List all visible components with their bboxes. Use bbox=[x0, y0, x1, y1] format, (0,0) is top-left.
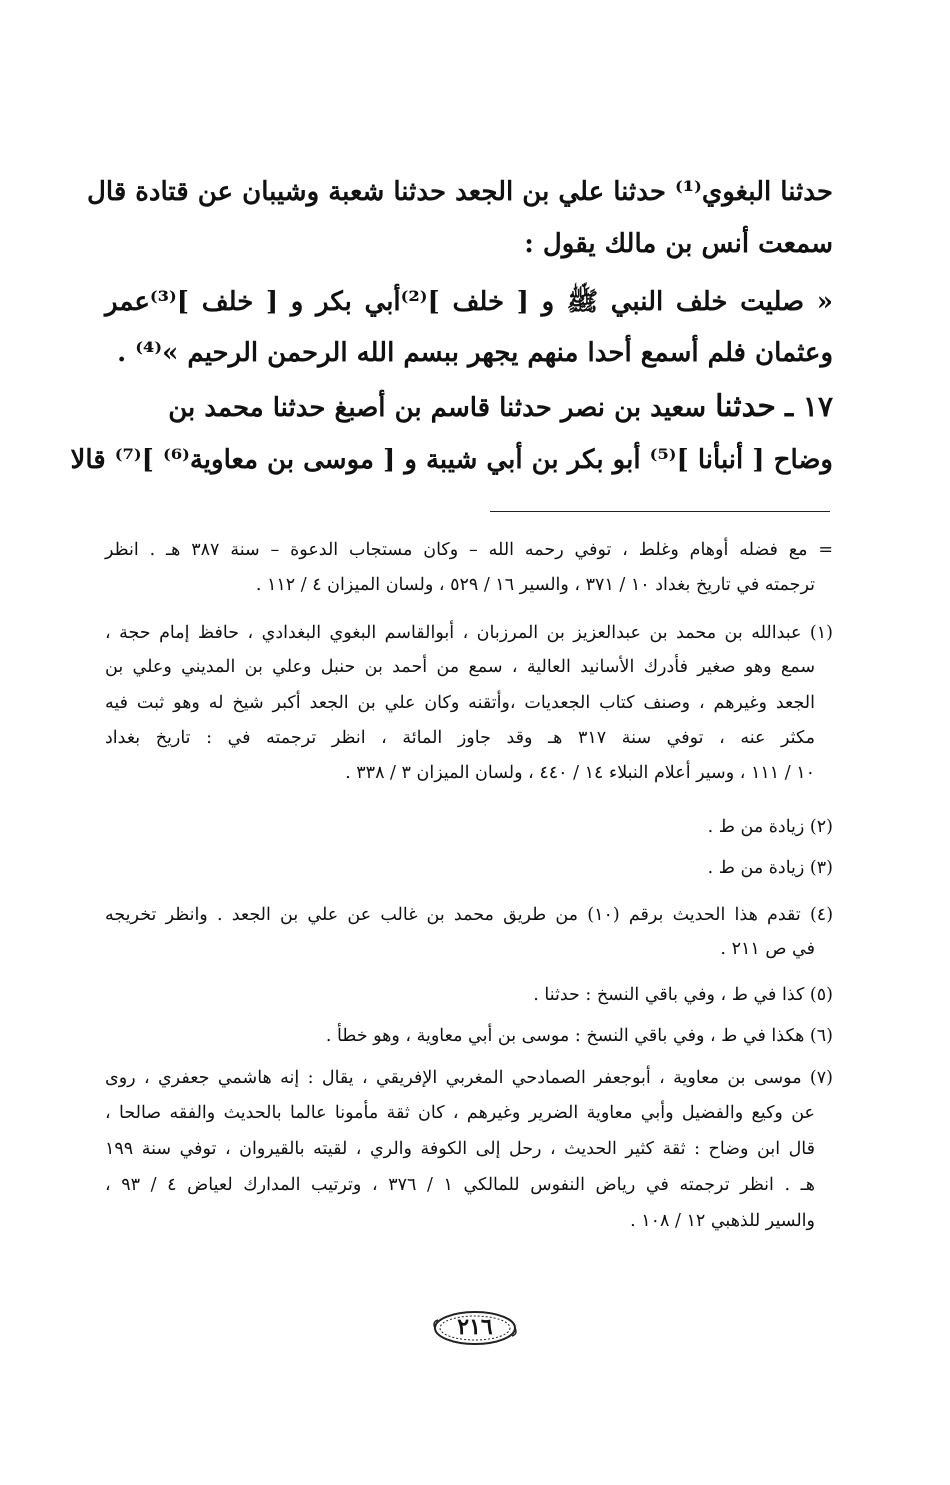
main-text-line-3: « صليت خلف النبي ﷺ و [ خلف ]⁽²⁾أبي بكر و [ خلف ]⁽³⁾عمر bbox=[105, 287, 833, 317]
footnote-1-line-2: سمع وهو صغير فأدرك الأسانيد العالية ، سمع من أحمد بن حنبل وعلي بن المديني وعلي بن bbox=[105, 657, 815, 677]
main-text-line-4: وعثمان فلم أسمع أحدا منهم يجهر ببسم الله الرحمن الرحيم »⁽⁴⁾ . bbox=[117, 338, 833, 368]
footnote-continuation-line-1: = مع فضله أوهام وغلط ، توفي رحمه الله – وكان مستجاب الدعوة – سنة ٣٨٧ هـ . انظر bbox=[105, 540, 833, 560]
main-text-line-2: سمعت أنس بن مالك يقول : bbox=[524, 229, 833, 259]
footnote-4-line-2: في ص ٢١١ . bbox=[720, 939, 815, 959]
footnote-4-line-1: (٤) تقدم هذا الحديث برقم (١٠) من طريق محمد بن غالب عن علي بن الجعد . وانظر تخريجه bbox=[105, 905, 834, 925]
footnote-2: (٢) زيادة من ط . bbox=[707, 817, 833, 837]
main-text-line-5 bbox=[105, 387, 833, 428]
footnote-divider bbox=[490, 511, 830, 512]
footnote-1-line-1: (١) عبدالله بن محمد بن عبدالعزيز بن المرزبان ، أبوالقاسم البغوي البغدادي ، حافظ إمام حجة ، bbox=[105, 623, 833, 643]
page-number-ornament bbox=[432, 1308, 518, 1348]
footnote-1-line-4: مكثر عنه ، توفي سنة ٣١٧ هـ وقد جاوز المائة ، انظر ترجمته في : تاريخ بغداد bbox=[105, 728, 816, 748]
footnote-5: (٥) كذا في ط ، وفي باقي النسخ : حدثنا . bbox=[533, 985, 833, 1005]
footnote-6: (٦) هكذا في ط ، وفي باقي النسخ : موسى بن أبي معاوية ، وهو خطأ . bbox=[325, 1026, 833, 1046]
footnote-7-line-2: عن وكيع والفضيل وأبي معاوية الضرير وغيرهم ، كان ثقة مأمونا عالما بالحديث والفقه صالحا ، bbox=[105, 1103, 815, 1123]
footnote-1-line-3: الجعد وغيرهم ، وصنف كتاب الجعديات ،وأتقنه وكان علي بن الجعد أكبر شيخ له وهو ثبت فيه bbox=[105, 693, 815, 713]
footnote-7-line-3: قال ابن وضاح : ثقة كثير الحديث ، رحل إلى الكوفة والري ، لقيته بالقيروان ، توفي سنة ١٩٩ bbox=[105, 1139, 815, 1159]
hadith-number: ١٧ ـ bbox=[784, 390, 833, 423]
footnote-7-line-1: (٧) موسى بن معاوية ، أبوجعفر الصمادحي المغربي الإفريقي ، يقال : إنه هاشمي جعفري ، روى bbox=[105, 1068, 833, 1088]
footnote-7-line-5: والسير للذهبي ١٢ / ١٠٨ . bbox=[630, 1211, 815, 1231]
page-number: ٢١٦ bbox=[457, 1314, 493, 1340]
footnote-1-line-5: ١٠ / ١١١ ، وسير أعلام النبلاء ١٤ / ٤٤٠ ، ولسان الميزان ٣ / ٣٣٨ . bbox=[345, 763, 815, 783]
main-text-line-1: حدثنا البغوي⁽¹⁾ حدثنا علي بن الجعد حدثنا شعبة وشيبان عن قتادة قال bbox=[87, 177, 833, 207]
footnote-continuation-line-2: ترجمته في تاريخ بغداد ١٠ / ٣٧١ ، والسير ١٦ / ٥٢٩ ، ولسان الميزان ٤ / ١١٢ . bbox=[255, 575, 815, 595]
footnote-3: (٣) زيادة من ط . bbox=[707, 858, 833, 878]
main-text-line-6: وضاح [ أنبأنا ]⁽⁵⁾ أبو بكر بن أبي شيبة و [ موسى بن معاوية⁽⁶⁾ ]⁽⁷⁾ قالا bbox=[70, 445, 833, 475]
hadith-opening-word: حدثنا bbox=[715, 389, 776, 424]
main-text-line-5-rest: سعيد بن نصر حدثنا قاسم بن أصبغ حدثنا محمد بن bbox=[168, 393, 706, 423]
footnote-7-line-4: هـ . انظر ترجمته في رياض النفوس للمالكي ١ / ٣٧٦ ، وترتيب المدارك لعياض ٤ / ٩٣ ، bbox=[105, 1175, 815, 1195]
